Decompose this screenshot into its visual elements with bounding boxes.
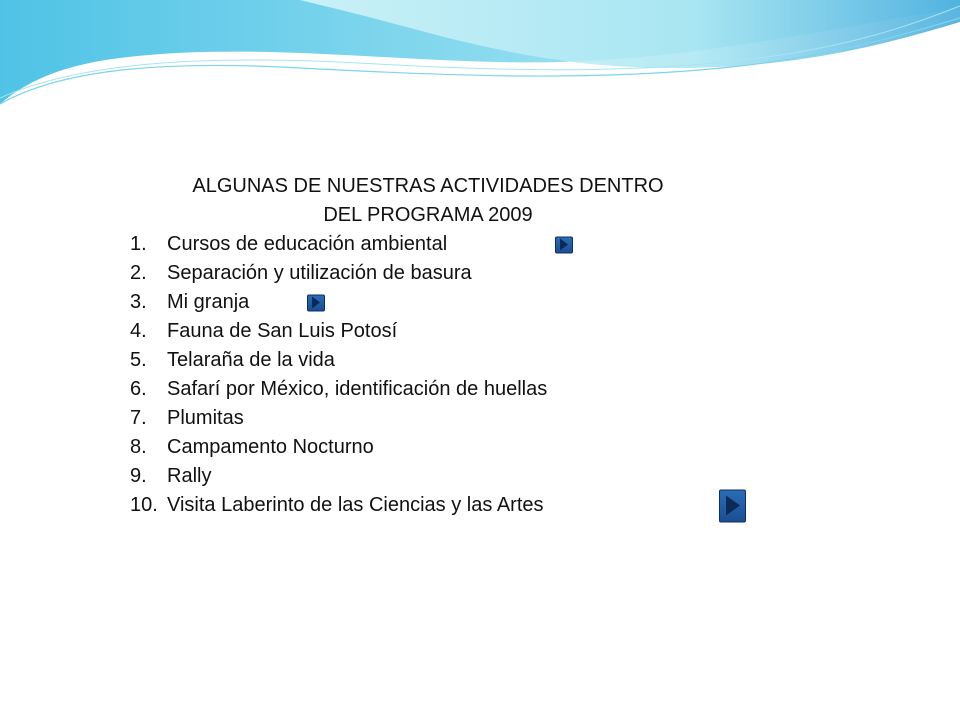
slide-title <box>130 172 726 230</box>
item-text: Rally <box>167 465 212 487</box>
item-text: Plumitas <box>167 407 244 429</box>
item-text: Mi granja <box>167 291 250 313</box>
item-text: Telaraña de la vida <box>167 349 335 371</box>
play-icon <box>312 297 320 309</box>
item-text: Separación y utilización de basura <box>167 262 472 284</box>
play-icon <box>560 239 568 251</box>
header-wave-decoration <box>0 0 960 120</box>
list-item <box>130 288 770 317</box>
item-number: 1. <box>130 233 147 255</box>
item-text: Campamento Nocturno <box>167 436 374 458</box>
play-button-item-10[interactable] <box>719 489 746 522</box>
item-text: Fauna de San Luis Potosí <box>167 320 398 342</box>
list-item <box>130 346 770 375</box>
list-item <box>130 259 770 288</box>
list-item <box>130 317 770 346</box>
item-number: 6. <box>130 378 147 400</box>
play-button-item-1[interactable] <box>555 236 573 253</box>
play-button-item-3[interactable] <box>307 294 325 311</box>
list-item <box>130 491 770 520</box>
list-item <box>130 462 770 491</box>
item-number: 2. <box>130 262 147 284</box>
item-text: Cursos de educación ambiental <box>167 233 448 255</box>
play-icon <box>726 496 740 516</box>
list-item <box>130 404 770 433</box>
activities-list <box>130 230 770 520</box>
item-number: 10. <box>130 494 158 516</box>
item-number: 4. <box>130 320 147 342</box>
item-number: 3. <box>130 291 147 313</box>
item-text: Safarí por México, identificación de huellas <box>167 378 548 400</box>
title-line-1: ALGUNAS DE NUESTRAS ACTIVIDADES DENTRO <box>192 175 664 197</box>
item-number: 7. <box>130 407 147 429</box>
item-number: 9. <box>130 465 147 487</box>
list-item <box>130 433 770 462</box>
list-item <box>130 375 770 404</box>
activities-section <box>130 172 770 520</box>
item-number: 8. <box>130 436 147 458</box>
item-text: Visita Laberinto de las Ciencias y las Artes <box>167 494 544 516</box>
item-number: 5. <box>130 349 147 371</box>
title-line-2: DEL PROGRAMA 2009 <box>323 204 533 226</box>
list-item <box>130 230 770 259</box>
